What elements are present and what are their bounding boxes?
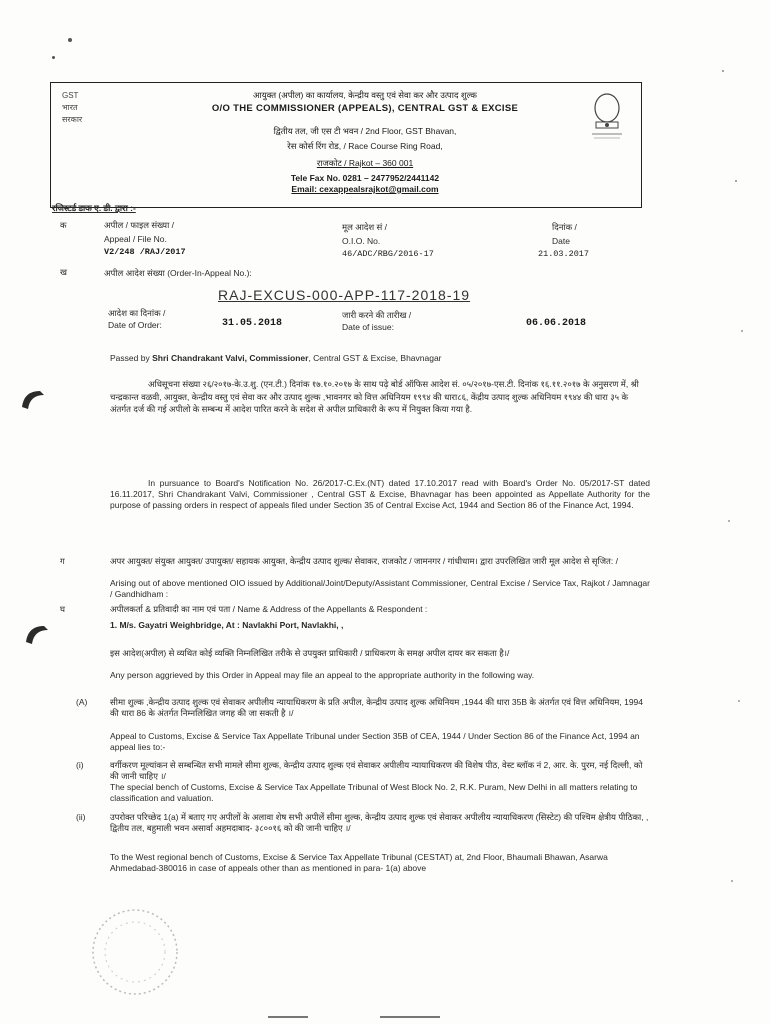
registered-post-label: रजिस्टर्ड डाक ए. डी. द्वारा :-: [52, 203, 136, 213]
item-marker: (A): [76, 697, 88, 707]
date-value: 21.03.2017: [538, 249, 590, 259]
address-line: द्वितीय तल, जी एस टी भवन / 2nd Floor, GST Bhavan,: [273, 126, 457, 136]
item-i-hindi: वर्गीकरण मूल्यांकन से सम्बन्धित सभी मामले सीमा शुल्क, केन्द्रीय उत्पाद शुल्क एवं सेवाकर अपीलीय न्यायाधिकरण की विशेष पीठ, वेस्ट ब्लॉक नं 2, आर. के. पुरम, नई दिल्ली, को की जानी चाहिए ।/: [110, 760, 643, 781]
item-ii-text: To the West regional bench of Customs, Excise & Service Tax Appellate Tribunal (CESTAT) at, 2nd Floor, Bhaumali Bhawan, Asarwa Ahmedabad-380016 in case of appeals other than as mentioned in para- 1(a) above: [110, 852, 608, 873]
issue-date-label-hindi: जारी करने की तारीख /: [342, 310, 412, 320]
item-marker: (ii): [76, 812, 86, 822]
date-label: Date: [552, 236, 570, 246]
binder-hole-mark: [22, 620, 52, 650]
appeal-notice-hindi: इस आदेश(अपील) से व्यथित कोई व्यक्ति निम्नलिखित तरीके से उपयुक्त प्राधिकारी / प्राधिकरण के समक्ष अपील दायर कर सकता है।/: [110, 648, 510, 658]
order-date: 31.05.2018: [222, 318, 283, 329]
appeal-no-label: Appeal / File No.: [104, 234, 167, 244]
section-marker: क: [60, 220, 67, 230]
address-line: रेस कोर्स रिंग रोड, / Race Course Ring Road,: [287, 141, 443, 151]
office-name: O/O THE COMMISSIONER (APPEALS), CENTRAL GST & EXCISE: [211, 103, 519, 114]
appointment-paragraph: In pursuance to Board's Notification No. 26/2017-C.Ex.(NT) dated 17.10.2017 read with Board's Order No. 05/2017-ST dated 16.11.2017, Shri Chandrakant Valvi, Commissioner , Central GST & Excise, Bhavnagar has been appointed as Appellate Authority for the purpose of passing orders in respect of appeals filed under Section 35 of Central Excise Act, 1944 and Section 86 of the Finance Act, 1994.: [110, 478, 650, 510]
scan-speck: [741, 330, 743, 332]
oio-value: 46/ADC/RBG/2016-17: [342, 249, 434, 259]
department-logo: [62, 90, 124, 126]
passed-by-line: [110, 353, 630, 363]
oio-label-hindi: मूल आदेश सं /: [342, 222, 388, 232]
scan-speck: [735, 180, 737, 182]
scan-speck: [728, 520, 730, 522]
address-line: राजकोट / Rajkot – 360 001: [316, 158, 414, 168]
official-seal-stamp: [88, 905, 183, 1000]
dept-logo-line: भारत: [62, 103, 78, 112]
oio-label: O.I.O. No.: [342, 236, 381, 246]
section-marker: ग: [60, 556, 65, 566]
arising-out-text: Arising out of above mentioned OIO issued by Additional/Joint/Deputy/Assistant Commissioner, Central Excise / Service Tax, Rajkot / Jamnagar / Gandhidham :: [110, 578, 650, 599]
item-marker: (i): [76, 760, 84, 770]
telefax: Tele Fax No. 0281 – 2477952/2441142: [290, 173, 440, 183]
oia-number: RAJ-EXCUS-000-APP-117-2018-19: [218, 287, 471, 303]
section-marker: ख: [60, 267, 67, 277]
arising-out-hindi: अपर आयुक्त/ संयुक्त आयुक्त/ उपायुक्त/ सहायक आयुक्त, केन्द्रीय उत्पाद शुल्क/ सेवाकर, राजकोट / जामनगर / गांधीधाम। द्वारा उपरलिखित जारी मूल आदेश से सृजित: /: [110, 556, 618, 566]
item-a-hindi: सीमा शुल्क ,केन्द्रीय उत्पाद शुल्क एवं सेवाकर अपीलीय न्यायाधिकरण के प्रति अपील, केन्द्रीय उत्पाद शुल्क अधिनियम ,1944 की धारा 35B के अंतर्गत एवं वित्त अधिनियम, 1994 की धारा 86 के अंतर्गत निम्नलिखित जगह की जा सकती है ।/: [110, 697, 644, 718]
item-ii-hindi: उपरोक्त परिच्छेद 1(a) में बताए गए अपीलों के अलावा शेष सभी अपीलें सीमा शुल्क, केन्द्रीय उत्पाद शुल्क एवं सेवाकर अपीलीय न्यायाधिकरण (सिस्टेट) की पश्चिम क्षेत्रीय पीठिका, , द्वितीय तल, बहुमाली भवन असार्वा अहमदाबाद- ३८००१६ को की जानी चाहिए ।/: [110, 812, 649, 833]
appeal-no-value: V2/248 /RAJ/2017: [104, 247, 186, 257]
appellant-party: 1. M/s. Gayatri Weighbridge, At : Navlakhi Port, Navlakhi, ,: [110, 620, 344, 630]
scan-speck: [722, 70, 724, 72]
issue-date-label: Date of issue:: [342, 322, 394, 332]
order-date-label-hindi: आदेश का दिनांक /: [108, 308, 166, 318]
appellant-heading: अपीलकर्ता & प्रतिवादी का नाम एवं पता / Name & Address of the Appellants & Respondent :: [110, 604, 428, 614]
date-label-hindi: दिनांक /: [552, 222, 577, 232]
oia-label: अपील आदेश संख्या (Order-In-Appeal No.):: [104, 268, 252, 278]
issue-date: 06.06.2018: [526, 318, 587, 329]
dept-logo-line: GST: [62, 91, 79, 100]
national-emblem-icon: [582, 88, 632, 158]
order-date-label: Date of Order:: [108, 320, 162, 330]
page-edge-mark: [380, 1016, 440, 1018]
appeal-notice: Any person aggrieved by this Order in Appeal may file an appeal to the appropriate authority in the following way.: [110, 670, 535, 680]
section-marker: घ: [60, 604, 66, 614]
dept-logo-line: सरकार: [62, 115, 83, 124]
scan-speck: [52, 56, 55, 59]
item-i-text: The special bench of Customs, Excise & Service Tax Appellate Tribunal of West Block No. 2, R.K. Puram, New Delhi in all matters relating to classification and valuation.: [110, 782, 638, 803]
scan-speck: [731, 880, 733, 882]
page-edge-mark: [268, 1016, 308, 1018]
appointment-paragraph-hindi: अधिसूचना संख्या २६/२०१७-के.उ.शु. (एन.टी.) दिनांक १७.१०.२०१७ के साथ पढ़े बोर्ड ऑफिस आदेश सं. ०५/२०१७-एस.टी. दिनांक १६.११.२०१७ के अनुसरण में, श्री चन्द्रकान्त वळवी, आयुक्त, केन्द्रीय वस्तु एवं सेवा कर और उत्पाद शुल्क ,भावनगर को वित्त अधिनियम १९९४ की धारा८६, केंद्रीय उत्पाद शुल्क अधिनियम १९४४ की धारा ३५ के अंतर्गत दर्ज की गई अपीलो के सम्बन्ध में आदेश पारित करने के सदेश से अपील प्राधिकारी के रूप में नियुक्त किया गया है.: [110, 379, 639, 414]
email: Email: cexappealsrajkot@gmail.com: [291, 184, 439, 194]
passed-by-suffix: , Central GST & Excise, Bhavnagar: [308, 353, 442, 363]
scan-speck: [68, 38, 72, 42]
item-a-text: Appeal to Customs, Excise & Service Tax Appellate Tribunal under Section 35B of CEA, 1944 / Under Section 86 of the Finance Act, 1994 an appeal lies to:-: [110, 731, 640, 752]
commissioner-name: Shri Chandrakant Valvi, Commissioner: [152, 353, 309, 363]
scan-speck: [738, 700, 740, 702]
passed-by-prefix: Passed by: [110, 353, 150, 363]
binder-hole-mark: [18, 385, 48, 415]
appeal-no-label-hindi: अपील / फाइल संख्या /: [104, 220, 174, 230]
office-name-hindi: आयुक्त (अपील) का कार्यालय, केन्द्रीय वस्तु एवं सेवा कर और उत्पाद शुल्क: [253, 90, 477, 100]
